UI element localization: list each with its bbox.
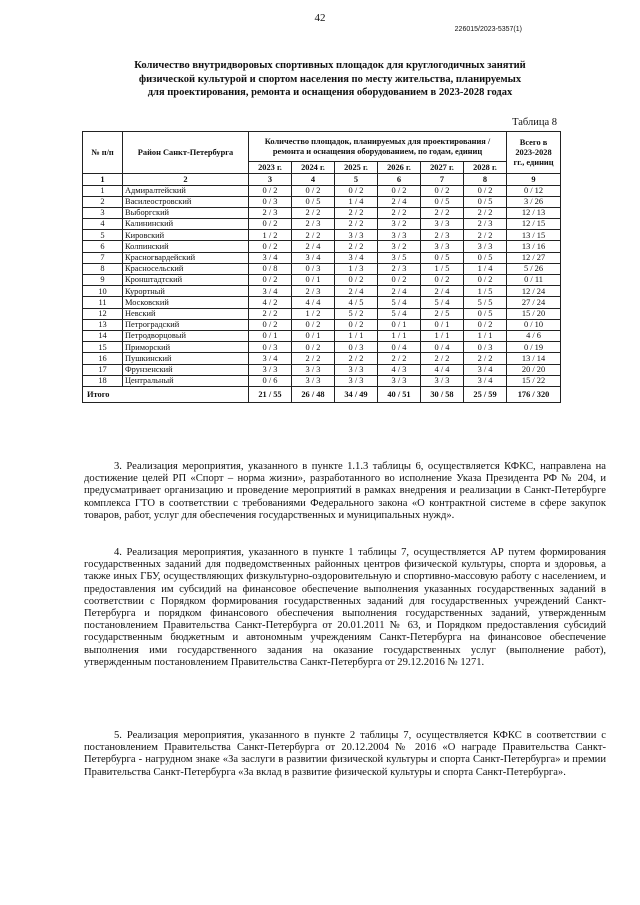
- column-number: 6: [378, 174, 421, 186]
- year-value: 0 / 3: [335, 342, 378, 353]
- row-total: 5 / 26: [507, 263, 561, 274]
- year-value: 5 / 4: [378, 308, 421, 319]
- year-value: 0 / 4: [378, 342, 421, 353]
- row-total: 0 / 11: [507, 275, 561, 286]
- year-value: 0 / 3: [249, 196, 292, 207]
- totals-year-value: 26 / 48: [292, 386, 335, 402]
- year-value: 2 / 2: [335, 353, 378, 364]
- column-number: 5: [335, 174, 378, 186]
- totals-label: Итого: [83, 386, 249, 402]
- paragraph-text: 3. Реализация мероприятия, указанного в пункте 1.1.3 таблицы 6, осуществляется КФКС, направлена на достижение целей РП «Спорт – норма жизни», разработанного во исполнение Указа Президента РФ № 204, и предусматривает организацию и проведение мероприятий в рамках внедрения и реализации в Санкт-Петербурге комплекса ГТО в соответствии с требованиями Федерального закона «О контрактной системе в сфере закупок товаров, работ, услуг для обеспечения государственных и муниципальных нужд».: [84, 461, 606, 521]
- row-number: 4: [83, 219, 123, 230]
- year-value: 2 / 2: [335, 219, 378, 230]
- year-value: 2 / 2: [421, 353, 464, 364]
- district-name: Петродворцовый: [123, 330, 249, 341]
- sports-grounds-table: [82, 131, 561, 403]
- row-total: 20 / 20: [507, 364, 561, 375]
- district-name: Калининский: [123, 219, 249, 230]
- year-value: 3 / 4: [249, 353, 292, 364]
- district-name: Московский: [123, 297, 249, 308]
- district-name: Кронштадтский: [123, 275, 249, 286]
- year-value: 3 / 3: [421, 219, 464, 230]
- row-number: 16: [83, 353, 123, 364]
- year-value: 3 / 3: [335, 230, 378, 241]
- year-value: 4 / 2: [249, 297, 292, 308]
- header-year: 2025 г.: [335, 162, 378, 174]
- year-value: 2 / 3: [292, 286, 335, 297]
- column-number: 4: [292, 174, 335, 186]
- year-value: 0 / 2: [378, 185, 421, 196]
- year-value: 0 / 5: [421, 196, 464, 207]
- year-value: 0 / 5: [464, 308, 507, 319]
- year-value: 3 / 3: [378, 375, 421, 386]
- year-value: 0 / 5: [464, 252, 507, 263]
- district-name: Невский: [123, 308, 249, 319]
- year-value: 0 / 2: [292, 342, 335, 353]
- year-value: 3 / 3: [292, 375, 335, 386]
- year-value: 0 / 3: [249, 342, 292, 353]
- year-value: 2 / 5: [421, 308, 464, 319]
- year-value: 3 / 3: [335, 375, 378, 386]
- row-number: 15: [83, 342, 123, 353]
- year-value: 1 / 5: [421, 263, 464, 274]
- page-number: 42: [314, 12, 326, 24]
- header-year: 2023 г.: [249, 162, 292, 174]
- header-year: 2026 г.: [378, 162, 421, 174]
- totals-year-value: 21 / 55: [249, 386, 292, 402]
- year-value: 2 / 3: [292, 219, 335, 230]
- district-name: Центральный: [123, 375, 249, 386]
- header-year: 2028 г.: [464, 162, 507, 174]
- year-value: 3 / 4: [464, 375, 507, 386]
- table-row: [83, 185, 561, 196]
- year-value: 0 / 1: [292, 330, 335, 341]
- year-value: 2 / 2: [335, 207, 378, 218]
- district-name: Василеостровский: [123, 196, 249, 207]
- table-row: [83, 364, 561, 375]
- table-row: [83, 252, 561, 263]
- column-number: 7: [421, 174, 464, 186]
- header-year: 2027 г.: [421, 162, 464, 174]
- year-value: 2 / 2: [421, 207, 464, 218]
- year-value: 2 / 2: [249, 308, 292, 319]
- year-value: 0 / 2: [249, 185, 292, 196]
- year-value: 3 / 3: [292, 364, 335, 375]
- row-number: 11: [83, 297, 123, 308]
- year-value: 1 / 4: [464, 263, 507, 274]
- table-row: [83, 275, 561, 286]
- year-value: 0 / 2: [335, 275, 378, 286]
- year-value: 2 / 4: [378, 196, 421, 207]
- row-total: 15 / 20: [507, 308, 561, 319]
- paragraph-3: [84, 461, 606, 522]
- row-number: 14: [83, 330, 123, 341]
- row-total: 12 / 27: [507, 252, 561, 263]
- year-value: 0 / 5: [464, 196, 507, 207]
- year-value: 5 / 4: [378, 297, 421, 308]
- paragraph-4: [84, 547, 606, 669]
- year-value: 0 / 2: [249, 219, 292, 230]
- district-name: Пушкинский: [123, 353, 249, 364]
- table-row: [83, 263, 561, 274]
- table-row: [83, 342, 561, 353]
- year-value: 2 / 2: [464, 353, 507, 364]
- year-value: 5 / 5: [464, 297, 507, 308]
- year-value: 0 / 3: [464, 342, 507, 353]
- table-label: Таблица 8: [512, 117, 557, 128]
- year-value: 0 / 2: [464, 185, 507, 196]
- row-total: 0 / 12: [507, 185, 561, 196]
- totals-row: [83, 386, 561, 402]
- table-row: [83, 230, 561, 241]
- title-line: для проектирования, ремонта и оснащения оборудованием в 2023-2028 годах: [147, 87, 513, 98]
- row-number: 7: [83, 252, 123, 263]
- year-value: 5 / 2: [335, 308, 378, 319]
- totals-year-value: 30 / 58: [421, 386, 464, 402]
- table-row: [83, 219, 561, 230]
- year-value: 0 / 2: [249, 275, 292, 286]
- year-value: 2 / 2: [464, 207, 507, 218]
- year-value: 1 / 2: [292, 308, 335, 319]
- row-total: 12 / 13: [507, 207, 561, 218]
- header-district: Район Санкт-Петербурга: [123, 132, 249, 174]
- year-value: 3 / 3: [421, 375, 464, 386]
- table-row: [83, 319, 561, 330]
- district-name: Колпинский: [123, 241, 249, 252]
- column-number: 1: [83, 174, 123, 186]
- year-value: 1 / 4: [335, 196, 378, 207]
- year-value: 3 / 3: [335, 364, 378, 375]
- year-value: 1 / 3: [335, 263, 378, 274]
- year-value: 1 / 1: [464, 330, 507, 341]
- year-value: 0 / 5: [421, 252, 464, 263]
- year-value: 0 / 6: [249, 375, 292, 386]
- table-row: [83, 297, 561, 308]
- year-value: 2 / 3: [378, 263, 421, 274]
- year-value: 3 / 4: [249, 252, 292, 263]
- table-row: [83, 196, 561, 207]
- title-line: физической культурой и спортом населения по месту жительства, планируемых: [138, 73, 522, 85]
- year-value: 4 / 3: [378, 364, 421, 375]
- district-name: Курортный: [123, 286, 249, 297]
- year-value: 2 / 4: [292, 241, 335, 252]
- year-value: 2 / 2: [378, 353, 421, 364]
- row-number: 3: [83, 207, 123, 218]
- year-value: 0 / 2: [421, 185, 464, 196]
- district-name: Красногвардейский: [123, 252, 249, 263]
- year-value: 1 / 5: [464, 286, 507, 297]
- year-value: 2 / 4: [335, 286, 378, 297]
- row-number: 18: [83, 375, 123, 386]
- row-total: 0 / 10: [507, 319, 561, 330]
- year-value: 1 / 1: [421, 330, 464, 341]
- year-value: 1 / 1: [378, 330, 421, 341]
- year-value: 1 / 1: [335, 330, 378, 341]
- header-num: № п/п: [83, 132, 123, 174]
- row-total: 13 / 16: [507, 241, 561, 252]
- year-value: 0 / 3: [292, 263, 335, 274]
- paragraph-text: 4. Реализация мероприятия, указанного в пункте 1 таблицы 7, осуществляется АР путем формирования государственных заданий для подведомственных районных центров физической культуры, спорта и здоровья, а также иных ГБУ, осуществляющих физкультурно-оздоровительную и спортивно-массовую работу с населением, и предоставления им субсидий на финансовое обеспечение выполнения указанных государственных заданий в соответствии с Порядком формирования государственных заданий для государственных учреждений Санкт-Петербурга и порядком финансового обеспечения выполнения государственных заданий, утвержденным постановлением Правительства Санкт-Петербурга от 20.01.2011 № 63, и Порядком предоставления субсидий государственным бюджетным и автономным учреждениям Санкт-Петербурга на финансовое обеспечение выполнения ими государственного задания на оказание государственных услуг (выполнение работ), утвержденным постановлением Правительства Санкт-Петербурга от 29.12.2016 № 1271.: [84, 547, 606, 668]
- year-value: 0 / 2: [378, 275, 421, 286]
- year-value: 2 / 4: [421, 286, 464, 297]
- year-value: 0 / 2: [464, 319, 507, 330]
- table-row: [83, 330, 561, 341]
- year-value: 0 / 1: [249, 330, 292, 341]
- header-year: 2024 г.: [292, 162, 335, 174]
- year-value: 2 / 3: [464, 219, 507, 230]
- year-value: 2 / 2: [292, 207, 335, 218]
- row-number: 6: [83, 241, 123, 252]
- table-row: [83, 286, 561, 297]
- year-value: 0 / 2: [292, 319, 335, 330]
- year-value: 0 / 2: [335, 319, 378, 330]
- year-value: 4 / 4: [421, 364, 464, 375]
- district-name: Красносельский: [123, 263, 249, 274]
- year-value: 3 / 4: [464, 364, 507, 375]
- column-number: 3: [249, 174, 292, 186]
- year-value: 2 / 2: [335, 241, 378, 252]
- table-row: [83, 207, 561, 218]
- year-value: 3 / 3: [421, 241, 464, 252]
- row-number: 17: [83, 364, 123, 375]
- year-value: 0 / 1: [292, 275, 335, 286]
- year-value: 0 / 8: [249, 263, 292, 274]
- header-total: Всего в 2023-2028 гг., единиц: [507, 132, 561, 174]
- year-value: 4 / 4: [292, 297, 335, 308]
- paragraph-text: 5. Реализация мероприятия, указанного в пункте 2 таблицы 7, осуществляется КФКС в соответствии с постановлением Правительства Санкт-Петербурга от 20.12.2004 № 2016 «О награде Правительства Санкт-Петербурга - нагрудном знаке «За заслуги в развитии физической культуры и спорта Санкт-Петербурга» и премии Правительства Санкт-Петербурга «За вклад в развитие физической культуры и спорта Санкт-Петербурга».: [84, 730, 606, 778]
- totals-year-value: 25 / 59: [464, 386, 507, 402]
- totals-year-value: 40 / 51: [378, 386, 421, 402]
- document-code: 226015/2023-5357(1): [454, 26, 522, 33]
- year-value: 0 / 2: [335, 185, 378, 196]
- table-row: [83, 375, 561, 386]
- year-value: 0 / 2: [292, 185, 335, 196]
- row-total: 13 / 14: [507, 353, 561, 364]
- district-name: Кировский: [123, 230, 249, 241]
- year-value: 3 / 4: [335, 252, 378, 263]
- district-name: Выборгский: [123, 207, 249, 218]
- row-number: 12: [83, 308, 123, 319]
- table-row: [83, 353, 561, 364]
- district-name: Фрунзенский: [123, 364, 249, 375]
- year-value: 0 / 2: [249, 241, 292, 252]
- year-value: 3 / 2: [378, 219, 421, 230]
- year-value: 2 / 3: [421, 230, 464, 241]
- year-value: 0 / 1: [421, 319, 464, 330]
- year-value: 2 / 2: [378, 207, 421, 218]
- row-number: 10: [83, 286, 123, 297]
- year-value: 4 / 5: [335, 297, 378, 308]
- year-value: 0 / 2: [464, 275, 507, 286]
- year-value: 2 / 3: [249, 207, 292, 218]
- row-number: 1: [83, 185, 123, 196]
- row-total: 3 / 26: [507, 196, 561, 207]
- totals-year-value: 34 / 49: [335, 386, 378, 402]
- row-total: 0 / 19: [507, 342, 561, 353]
- table-row: [83, 308, 561, 319]
- row-number: 5: [83, 230, 123, 241]
- district-name: Адмиралтейский: [123, 185, 249, 196]
- title-line: Количество внутридворовых спортивных площадок для круглогодичных занятий: [134, 60, 526, 71]
- year-value: 3 / 2: [378, 241, 421, 252]
- year-value: 2 / 2: [464, 230, 507, 241]
- year-value: 3 / 4: [249, 286, 292, 297]
- column-number: 9: [507, 174, 561, 186]
- year-value: 2 / 2: [292, 353, 335, 364]
- year-value: 3 / 5: [378, 252, 421, 263]
- district-name: Петроградский: [123, 319, 249, 330]
- row-total: 12 / 15: [507, 219, 561, 230]
- row-total: 13 / 15: [507, 230, 561, 241]
- column-number: 8: [464, 174, 507, 186]
- row-total: 12 / 24: [507, 286, 561, 297]
- row-number: 8: [83, 263, 123, 274]
- row-number: 13: [83, 319, 123, 330]
- year-value: 3 / 3: [378, 230, 421, 241]
- table-row: [83, 241, 561, 252]
- grand-total: 176 / 320: [507, 386, 561, 402]
- year-value: 5 / 4: [421, 297, 464, 308]
- row-number: 2: [83, 196, 123, 207]
- year-value: 0 / 1: [378, 319, 421, 330]
- paragraph-5: [84, 730, 606, 779]
- year-value: 0 / 4: [421, 342, 464, 353]
- header-planned: Количество площадок, планируемых для проектирования / ремонта и оснащения оборудованием, по годам, единиц: [249, 132, 507, 162]
- year-value: 0 / 2: [249, 319, 292, 330]
- district-name: Приморский: [123, 342, 249, 353]
- row-total: 27 / 24: [507, 297, 561, 308]
- year-value: 3 / 4: [292, 252, 335, 263]
- table-title: [90, 59, 570, 100]
- column-number: 2: [123, 174, 249, 186]
- year-value: 3 / 3: [249, 364, 292, 375]
- year-value: 2 / 4: [378, 286, 421, 297]
- row-total: 4 / 6: [507, 330, 561, 341]
- year-value: 0 / 2: [421, 275, 464, 286]
- year-value: 3 / 3: [464, 241, 507, 252]
- year-value: 0 / 5: [292, 196, 335, 207]
- year-value: 2 / 2: [292, 230, 335, 241]
- year-value: 1 / 2: [249, 230, 292, 241]
- row-number: 9: [83, 275, 123, 286]
- row-total: 15 / 22: [507, 375, 561, 386]
